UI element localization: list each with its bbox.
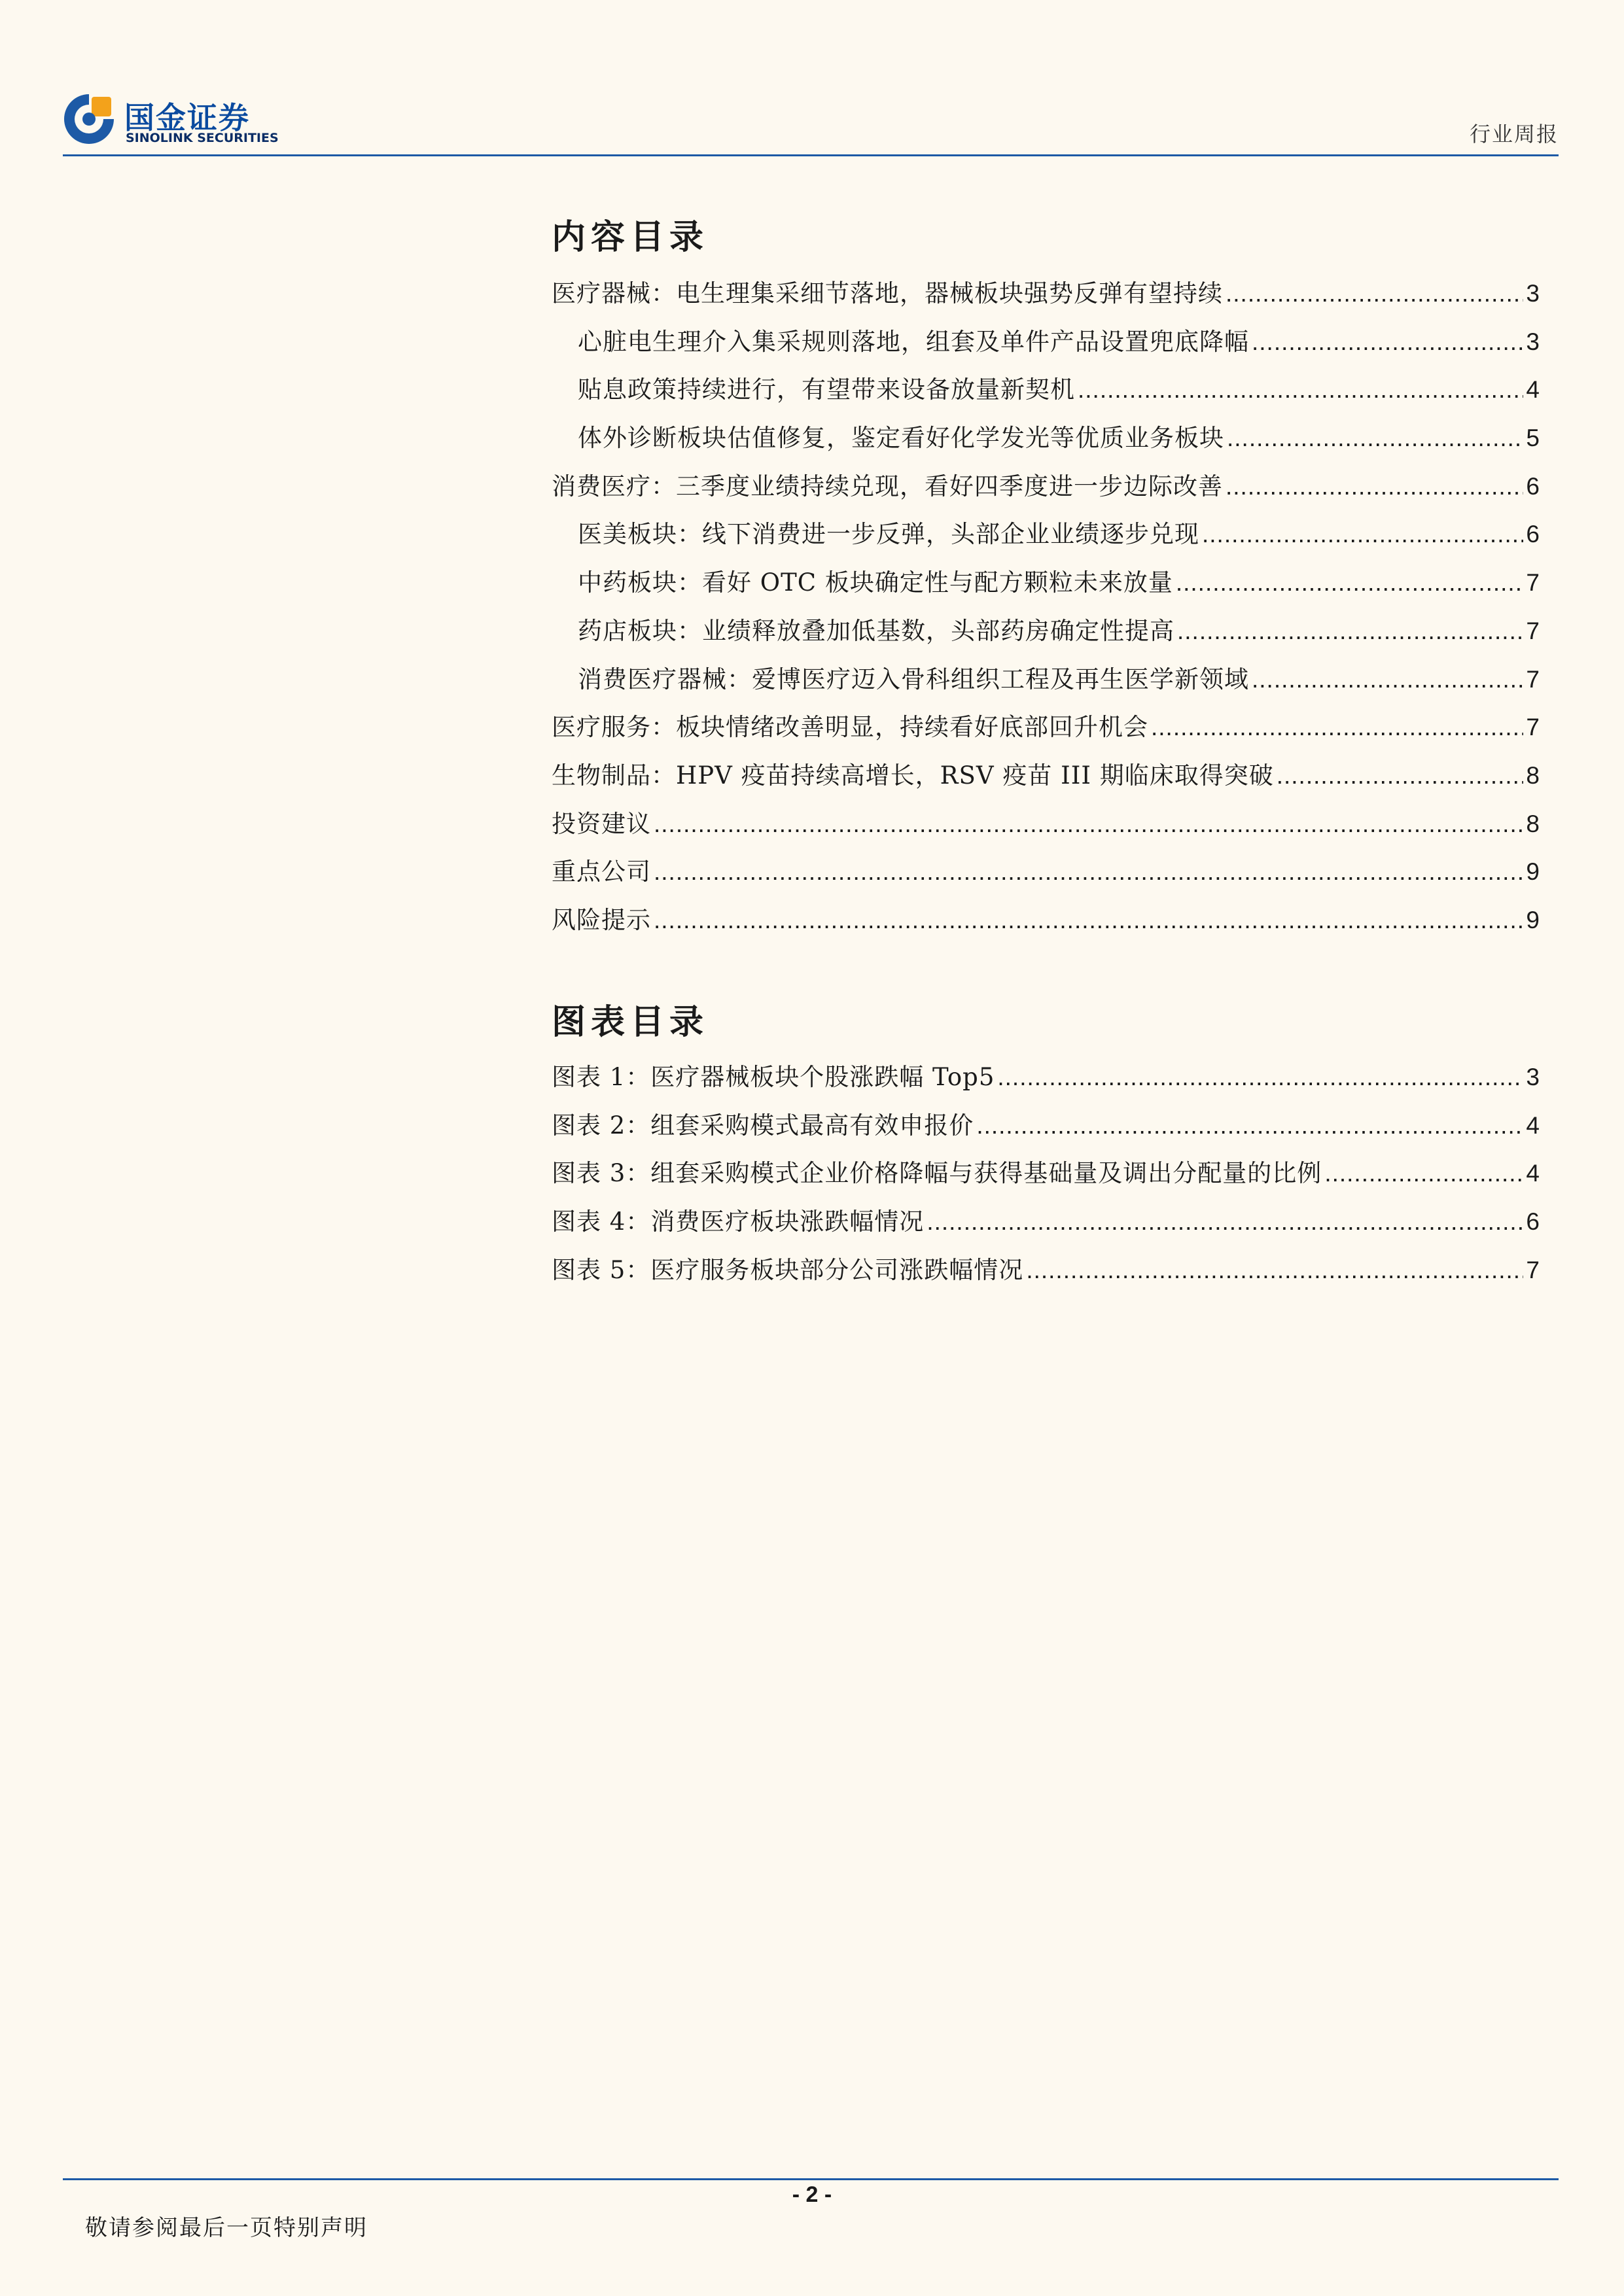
report-type-label: 行业周报: [1469, 122, 1559, 147]
toc-entry[interactable]: [552, 659, 1540, 708]
toc-entry[interactable]: [552, 418, 1540, 466]
footer-divider: [63, 2178, 1559, 2180]
toc-dot-leader: [1227, 425, 1523, 452]
toc-entry-label: 图表 5：医疗服务板块部分公司涨跌幅情况: [552, 1255, 1024, 1284]
toc-dot-leader: [654, 810, 1523, 838]
header-divider: [63, 154, 1559, 156]
toc-entry[interactable]: [552, 804, 1540, 852]
toc-page-number: 5: [1526, 425, 1540, 452]
toc-entry-label: 体外诊断板块估值修复，鉴定看好化学发光等优质业务板块: [578, 424, 1224, 453]
toc-entry-label: 投资建议: [552, 809, 651, 838]
logo-chinese-name: 国金证券: [124, 100, 250, 135]
toc-entry[interactable]: [552, 707, 1540, 756]
toc-dot-leader: [1226, 473, 1523, 500]
disclaimer-text: 敬请参阅最后一页特别声明: [85, 2215, 368, 2241]
toc-dot-leader: [1252, 666, 1523, 693]
toc-entry-label: 生物制品：HPV 疫苗持续高增长，RSV 疫苗 III 期临床取得突破: [552, 761, 1274, 790]
toc-entry[interactable]: [552, 900, 1540, 948]
toc-entry-label: 心脏电生理介入集采规则落地，组套及单件产品设置兜底降幅: [578, 327, 1249, 356]
toc-entry[interactable]: [552, 1057, 1540, 1105]
toc-page-number: 6: [1526, 1208, 1540, 1236]
toc-dot-leader: [1202, 521, 1523, 548]
toc-dot-leader: [1026, 1257, 1523, 1284]
toc-entry[interactable]: [552, 370, 1540, 418]
toc-entry[interactable]: [552, 1153, 1540, 1202]
toc-entry[interactable]: [552, 1250, 1540, 1298]
toc-entry-label: 药店板块：业绩释放叠加低基数，头部药房确定性提高: [578, 616, 1174, 645]
toc-page-number: 6: [1526, 472, 1540, 500]
figures-title: 图表目录: [552, 1002, 709, 1042]
toc-entry[interactable]: [552, 466, 1540, 515]
toc-page-number: 4: [1526, 376, 1540, 404]
toc-dot-leader: [1277, 762, 1524, 790]
toc-page-number: 7: [1526, 665, 1540, 693]
toc-entry-label: 图表 3：组套采购模式企业价格降幅与获得基础量及调出分配量的比例: [552, 1159, 1322, 1188]
toc-entry[interactable]: [552, 514, 1540, 563]
toc-dot-leader: [654, 858, 1523, 886]
toc-dot-leader: [1151, 714, 1523, 741]
contents-title: 内容目录: [552, 217, 709, 257]
toc-dot-leader: [1226, 280, 1523, 307]
page-header: [63, 90, 1559, 156]
logo-english-name: SINOLINK SECURITIES: [126, 131, 279, 145]
toc-entry[interactable]: [552, 756, 1540, 804]
toc-entry-label: 图表 1：医疗器械板块个股涨跌幅 Top5: [552, 1063, 995, 1091]
toc-entry[interactable]: [552, 1105, 1540, 1154]
toc-page-number: 4: [1526, 1111, 1540, 1139]
toc-entry[interactable]: [552, 1202, 1540, 1250]
page-number: - 2 -: [792, 2182, 832, 2207]
contents-list: [552, 273, 1540, 948]
toc-page-number: 7: [1526, 569, 1540, 597]
toc-entry-label: 重点公司: [552, 858, 651, 886]
toc-dot-leader: [654, 907, 1523, 934]
toc-entry-label: 图表 2：组套采购模式最高有效申报价: [552, 1111, 974, 1139]
toc-dot-leader: [1177, 617, 1523, 645]
toc-page-number: 8: [1526, 761, 1540, 789]
toc-page-number: 3: [1526, 1064, 1540, 1090]
toc-entry-label: 风险提示: [552, 905, 651, 934]
toc-page-number: 9: [1526, 858, 1540, 886]
toc-dot-leader: [927, 1208, 1523, 1236]
toc-entry[interactable]: [552, 852, 1540, 900]
toc-page-number: 7: [1526, 1256, 1540, 1283]
toc-entry-label: 医美板块：线下消费进一步反弹，头部企业业绩逐步兑现: [578, 520, 1199, 549]
toc-entry-label: 图表 4：消费医疗板块涨跌幅情况: [552, 1208, 925, 1236]
toc-page-number: 7: [1526, 617, 1540, 644]
toc-entry[interactable]: [552, 563, 1540, 611]
toc-page-number: 9: [1526, 906, 1540, 933]
toc-entry[interactable]: [552, 273, 1540, 322]
toc-entry-label: 中药板块：看好 OTC 板块确定性与配方颗粒未来放量: [578, 568, 1173, 597]
toc-entry-label: 消费医疗：三季度业绩持续兑现，看好四季度进一步边际改善: [552, 472, 1223, 500]
toc-entry-label: 医疗器械：电生理集采细节落地，器械板块强势反弹有望持续: [552, 279, 1223, 307]
sinolink-logo-icon: [63, 93, 115, 145]
toc-dot-leader: [1078, 376, 1523, 404]
toc-dot-leader: [1324, 1160, 1523, 1187]
toc-dot-leader: [1176, 569, 1524, 597]
toc-entry-label: 消费医疗器械：爱博医疗迈入骨科组织工程及再生医学新领域: [578, 665, 1249, 693]
toc-entry-label: 贴息政策持续进行，有望带来设备放量新契机: [578, 375, 1075, 404]
toc-page-number: 6: [1526, 521, 1540, 548]
toc-page-number: 3: [1526, 280, 1540, 307]
toc-page-number: 4: [1526, 1160, 1540, 1187]
toc-entry[interactable]: [552, 611, 1540, 659]
toc-page-number: 8: [1526, 810, 1540, 837]
toc-page-number: 7: [1526, 714, 1540, 741]
toc-page-number: 3: [1526, 328, 1540, 355]
figures-list: [552, 1057, 1540, 1298]
toc-dot-leader: [997, 1064, 1523, 1091]
toc-entry[interactable]: [552, 322, 1540, 370]
toc-entry-label: 医疗服务：板块情绪改善明显，持续看好底部回升机会: [552, 713, 1148, 742]
toc-dot-leader: [976, 1112, 1523, 1139]
toc-dot-leader: [1252, 328, 1523, 356]
